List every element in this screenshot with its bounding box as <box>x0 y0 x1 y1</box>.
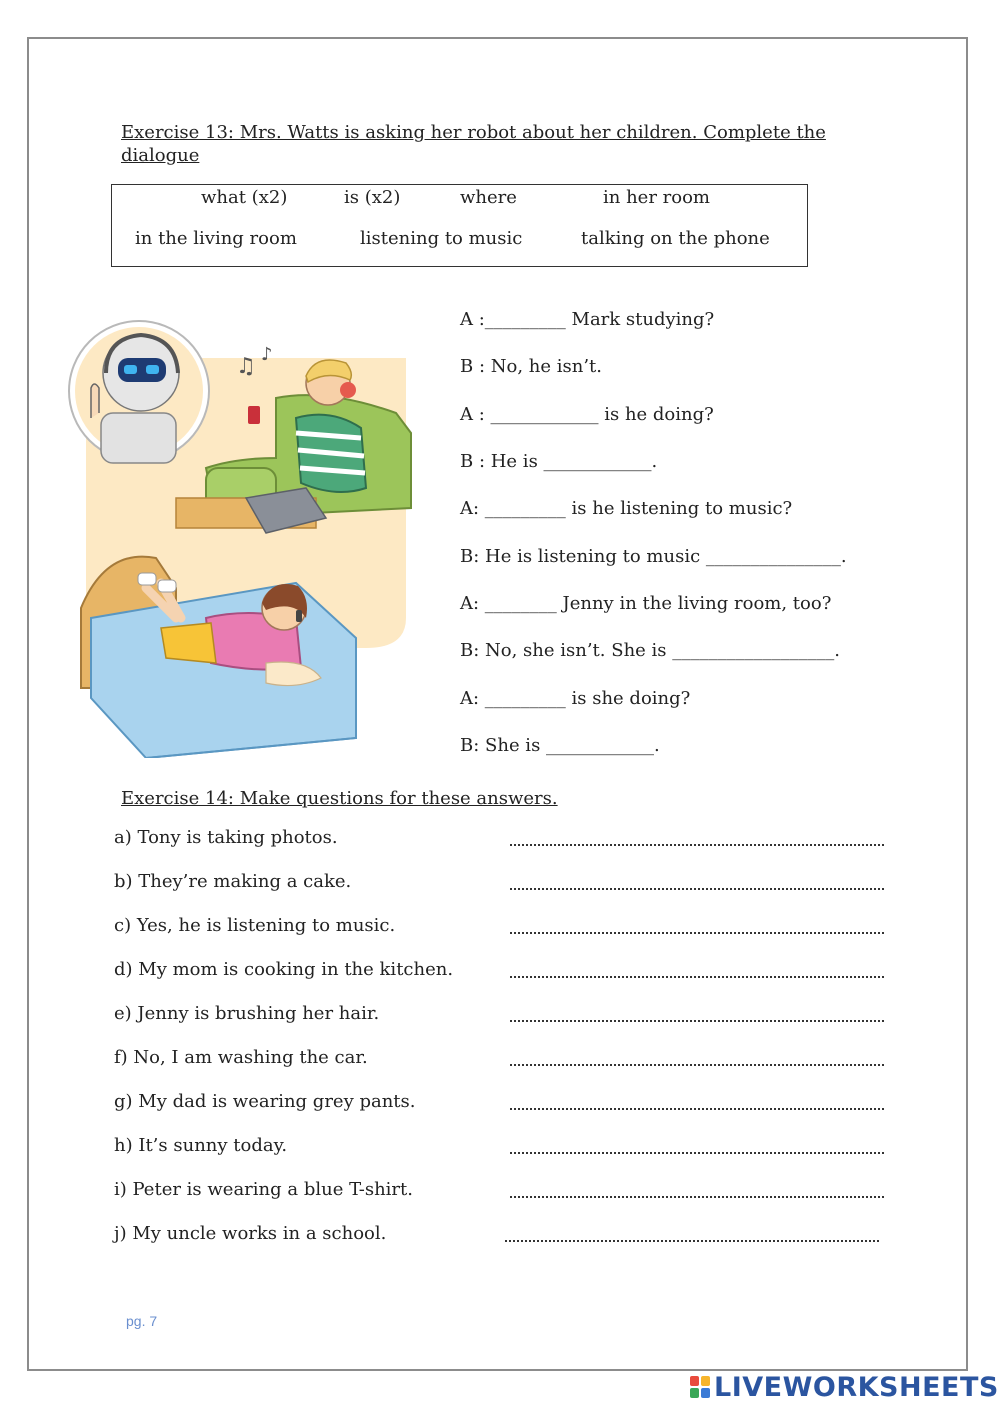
dialogue-line: B : He is ____________. <box>460 451 658 472</box>
answer-item: h) It’s sunny today. <box>114 1135 288 1156</box>
word-box-item: in her room <box>603 187 710 208</box>
question-blank[interactable] <box>510 887 884 890</box>
dialogue-line: A : ____________ is he doing? <box>460 404 714 425</box>
answer-item: e) Jenny is brushing her hair. <box>114 1003 380 1024</box>
svg-text:♪: ♪ <box>261 344 273 365</box>
dialogue-line: B: He is listening to music _______________. <box>460 546 847 567</box>
question-blank[interactable] <box>510 975 884 978</box>
question-blank[interactable] <box>510 843 884 846</box>
question-blank[interactable] <box>510 1195 884 1198</box>
dialogue-line: A: _________ is she doing? <box>460 688 691 709</box>
question-blank[interactable] <box>510 1063 884 1066</box>
question-blank[interactable] <box>510 1107 884 1110</box>
svg-text:♫: ♫ <box>236 354 256 379</box>
dialogue-line: B: No, she isn’t. She is __________________. <box>460 640 840 661</box>
word-box-item: talking on the phone <box>581 228 770 249</box>
answer-item: b) They’re making a cake. <box>114 871 352 892</box>
logo-grid-icon <box>690 1376 710 1398</box>
answer-item: i) Peter is wearing a blue T-shirt. <box>114 1179 413 1200</box>
word-box-item: is (x2) <box>344 187 401 208</box>
liveworksheets-logo <box>690 1373 999 1401</box>
word-box <box>111 184 808 267</box>
answer-item: j) My uncle works in a school. <box>114 1223 387 1244</box>
question-blank[interactable] <box>510 1019 884 1022</box>
question-blank[interactable] <box>510 1151 884 1154</box>
dialogue-line: B : No, he isn’t. <box>460 356 602 377</box>
dialogue-line: A: ________ Jenny in the living room, too? <box>460 593 832 614</box>
page-number: pg. 7 <box>126 1313 158 1329</box>
dialogue-line: A :_________ Mark studying? <box>460 309 715 330</box>
word-box-item: listening to music <box>360 228 523 249</box>
word-box-item: what (x2) <box>201 187 288 208</box>
answer-item: f) No, I am washing the car. <box>114 1047 368 1068</box>
answer-item: c) Yes, he is listening to music. <box>114 915 396 936</box>
word-box-item: in the living room <box>135 228 297 249</box>
exercise-13-title: Exercise 13: Mrs. Watts is asking her robot about her children. Complete the dialogue <box>121 122 826 166</box>
dialogue-line: A: _________ is he listening to music? <box>460 498 793 519</box>
robot-icon <box>69 321 209 463</box>
logo-text: LIVEWORKSHEETS <box>714 1371 999 1403</box>
answer-item: g) My dad is wearing grey pants. <box>114 1091 416 1112</box>
answer-item: a) Tony is taking photos. <box>114 827 338 848</box>
question-blank[interactable] <box>505 1239 879 1242</box>
answer-item: d) My mom is cooking in the kitchen. <box>114 959 454 980</box>
dialogue-line: B: She is ____________. <box>460 735 660 756</box>
word-box-item: where <box>460 187 517 208</box>
exercise-14-title: Exercise 14: Make questions for these answers. <box>121 788 558 809</box>
dialogue-illustration <box>66 318 426 758</box>
question-blank[interactable] <box>510 931 884 934</box>
